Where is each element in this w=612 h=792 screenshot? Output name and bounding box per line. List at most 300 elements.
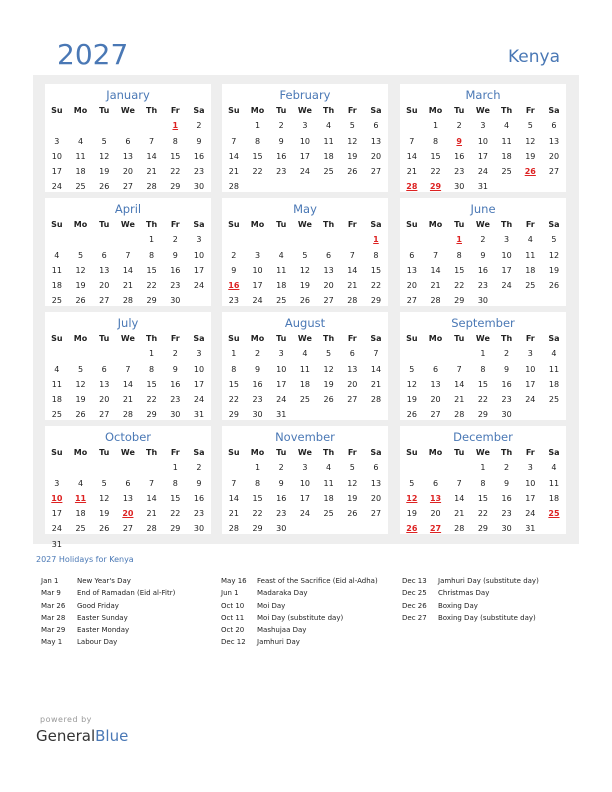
- day-cell: 14: [406, 151, 417, 161]
- day-cell: 21: [347, 281, 358, 291]
- weekday-label: Mo: [250, 106, 265, 115]
- holiday-day: 29: [429, 182, 442, 192]
- holiday-day: 16: [228, 281, 240, 291]
- day-cell: 17: [525, 493, 536, 503]
- day-cell: 16: [193, 151, 205, 161]
- weekday-label: Su: [51, 220, 63, 229]
- day-cell: 12: [299, 265, 310, 275]
- day-cell: 1: [231, 349, 237, 359]
- weekday-header: [222, 445, 388, 460]
- day-cell: 21: [146, 167, 157, 177]
- weekday-label: Th: [323, 106, 335, 115]
- empty-cell: [92, 346, 116, 361]
- month-january: [45, 84, 211, 192]
- day-cell: 18: [548, 379, 560, 389]
- month-name: December: [453, 430, 513, 444]
- day-cell: 13: [99, 379, 110, 389]
- month-december: [400, 426, 566, 534]
- day-cell: 9: [196, 136, 202, 146]
- empty-cell: [116, 346, 140, 361]
- day-cell: 19: [347, 493, 358, 503]
- day-cell: 5: [326, 349, 332, 359]
- weekday-label: Mo: [73, 106, 88, 115]
- empty-cell: [69, 118, 93, 133]
- empty-cell: [317, 232, 341, 247]
- day-cell: 20: [99, 395, 110, 405]
- day-cell: 21: [370, 379, 382, 389]
- day-cell: 24: [501, 281, 512, 291]
- day-cell: 23: [252, 395, 263, 405]
- holiday-name: Jamhuri Day (substitute day): [438, 577, 539, 585]
- holiday-date: Oct 20: [221, 626, 245, 635]
- day-cell: 3: [278, 349, 284, 359]
- week-row: [222, 118, 388, 133]
- day-cell: 28: [430, 296, 441, 306]
- holiday-date: Jun 1: [221, 589, 239, 598]
- day-cell: 17: [276, 379, 287, 389]
- weekday-label: Th: [501, 220, 513, 229]
- day-cell: 22: [252, 167, 263, 177]
- weekday-label: Su: [406, 106, 418, 115]
- day-cell: 19: [99, 509, 110, 519]
- day-cell: 18: [323, 151, 334, 161]
- day-cell: 3: [480, 121, 486, 131]
- day-cell: 11: [323, 478, 334, 488]
- week-row: [400, 164, 566, 179]
- month-march: [400, 84, 566, 192]
- holidays-title: 2027 Holidays for Kenya: [36, 555, 134, 564]
- weekday-label: Th: [146, 334, 158, 343]
- holiday-item: [41, 636, 175, 648]
- day-cell: 23: [501, 395, 512, 405]
- holiday-day: 27: [429, 524, 442, 534]
- day-cell: 21: [454, 509, 465, 519]
- holiday-name: Feast of the Sacrifice (Eid al-Adha): [257, 577, 378, 585]
- day-cell: 19: [75, 281, 86, 291]
- empty-cell: [92, 232, 116, 247]
- day-cell: 11: [525, 250, 536, 260]
- day-cell: 2: [504, 349, 510, 359]
- day-cell: 17: [193, 379, 205, 389]
- empty-cell: [222, 232, 246, 247]
- month-september: [400, 312, 566, 420]
- day-cell: 8: [149, 250, 155, 260]
- day-cell: 26: [299, 296, 310, 306]
- day-cell: 30: [276, 524, 287, 534]
- weekday-label: Tu: [276, 334, 287, 343]
- weekday-label: Su: [228, 106, 240, 115]
- day-cell: 15: [146, 265, 157, 275]
- day-cell: 30: [170, 296, 181, 306]
- weekday-header: [45, 445, 211, 460]
- week-row: [222, 491, 388, 506]
- day-cell: 8: [456, 250, 462, 260]
- holiday-date: Dec 12: [221, 638, 246, 647]
- empty-cell: [400, 346, 424, 361]
- weekday-header: [222, 331, 388, 346]
- day-cell: 8: [373, 250, 379, 260]
- weekday-label: Mo: [428, 448, 443, 457]
- day-cell: 15: [170, 151, 181, 161]
- week-row: [45, 263, 211, 278]
- day-cell: 8: [254, 478, 261, 488]
- day-cell: 6: [551, 121, 557, 131]
- day-cell: 5: [77, 250, 84, 260]
- day-cell: 29: [477, 410, 488, 420]
- day-cell: 2: [172, 349, 178, 359]
- day-cell: 10: [525, 364, 536, 374]
- day-cell: 4: [551, 463, 557, 473]
- day-cell: 8: [231, 364, 237, 374]
- weekday-label: Su: [406, 448, 418, 457]
- weekday-label: Fr: [525, 220, 535, 229]
- weekday-label: Su: [51, 334, 63, 343]
- empty-cell: [92, 118, 116, 133]
- day-cell: 24: [276, 395, 287, 405]
- day-cell: 19: [347, 151, 358, 161]
- holiday-date: Dec 13: [402, 577, 427, 585]
- weekday-label: Sa: [193, 106, 205, 115]
- week-row: [400, 118, 566, 133]
- day-cell: 5: [527, 121, 533, 131]
- day-cell: 10: [299, 136, 310, 146]
- day-cell: 27: [406, 296, 417, 306]
- day-cell: 7: [231, 478, 237, 488]
- day-cell: 3: [302, 121, 308, 131]
- day-cell: 3: [54, 478, 60, 488]
- weekday-label: We: [475, 220, 490, 229]
- day-cell: 5: [77, 364, 84, 374]
- week-row: [400, 134, 566, 149]
- month-february: [222, 84, 388, 192]
- day-cell: 25: [51, 296, 62, 306]
- day-cell: 15: [430, 151, 441, 161]
- week-row: [400, 506, 566, 521]
- day-cell: 25: [323, 167, 334, 177]
- day-cell: 24: [525, 509, 536, 519]
- weekday-label: Mo: [250, 220, 265, 229]
- week-row: [222, 293, 388, 308]
- day-cell: 16: [170, 379, 181, 389]
- week-row: [45, 278, 211, 293]
- weekday-label: Th: [501, 106, 513, 115]
- weekday-label: We: [475, 334, 490, 343]
- day-cell: 28: [454, 410, 465, 420]
- day-cell: 22: [228, 395, 239, 405]
- month-name: June: [470, 202, 496, 216]
- holiday-item: [402, 600, 539, 612]
- day-cell: 28: [146, 182, 157, 192]
- day-cell: 9: [278, 136, 284, 146]
- day-cell: 23: [170, 395, 181, 405]
- day-cell: 8: [254, 136, 261, 146]
- day-cell: 23: [276, 167, 287, 177]
- day-cell: 17: [51, 167, 62, 177]
- month-name: May: [293, 202, 317, 216]
- week-row: [222, 232, 388, 247]
- holiday-day: 25: [548, 509, 560, 519]
- day-cell: 4: [77, 478, 84, 488]
- month-april: [45, 198, 211, 306]
- week-row: [222, 134, 388, 149]
- day-cell: 4: [551, 349, 557, 359]
- day-cell: 26: [75, 296, 86, 306]
- empty-cell: [400, 232, 424, 247]
- weekday-label: Fr: [170, 106, 180, 115]
- day-cell: 20: [323, 281, 334, 291]
- day-cell: 7: [149, 136, 155, 146]
- day-cell: 27: [323, 296, 334, 306]
- day-cell: 18: [323, 493, 334, 503]
- week-row: [45, 537, 211, 552]
- day-cell: 22: [430, 167, 441, 177]
- week-row: [400, 362, 566, 377]
- day-cell: 5: [349, 463, 355, 473]
- day-cell: 10: [477, 136, 488, 146]
- empty-cell: [269, 232, 293, 247]
- day-cell: 26: [323, 395, 334, 405]
- weekday-label: We: [475, 448, 490, 457]
- day-cell: 6: [125, 478, 131, 488]
- day-cell: 29: [370, 296, 382, 306]
- weekday-label: Tu: [454, 334, 465, 343]
- holiday-name: New Year's Day: [77, 577, 131, 585]
- day-cell: 8: [480, 364, 486, 374]
- week-row: [222, 248, 388, 263]
- day-cell: 25: [75, 182, 86, 192]
- weekday-header: [400, 445, 566, 460]
- day-cell: 17: [193, 265, 205, 275]
- empty-cell: [340, 232, 364, 247]
- month-name: September: [451, 316, 515, 330]
- empty-cell: [116, 118, 140, 133]
- day-cell: 21: [228, 167, 239, 177]
- day-cell: 14: [228, 151, 239, 161]
- holiday-day: 12: [406, 493, 418, 503]
- day-cell: 5: [551, 235, 557, 245]
- week-row: [45, 506, 211, 521]
- day-cell: 4: [326, 463, 332, 473]
- day-cell: 20: [99, 281, 110, 291]
- brand-logo: [36, 727, 128, 745]
- week-row: [45, 377, 211, 392]
- weekday-label: Fr: [347, 106, 357, 115]
- day-cell: 11: [548, 478, 560, 488]
- month-name: March: [465, 88, 501, 102]
- day-cell: 12: [99, 493, 110, 503]
- brand-general: General: [36, 727, 96, 745]
- day-cell: 27: [347, 395, 358, 405]
- holiday-column: [402, 575, 539, 624]
- day-cell: 6: [326, 250, 332, 260]
- day-cell: 27: [122, 182, 133, 192]
- week-row: [222, 362, 388, 377]
- day-cell: 28: [122, 410, 133, 420]
- day-cell: 1: [254, 463, 261, 473]
- day-cell: 16: [501, 379, 512, 389]
- holiday-day: 20: [122, 509, 134, 519]
- holiday-column: [41, 575, 175, 649]
- day-cell: 11: [51, 265, 62, 275]
- day-cell: 23: [193, 509, 205, 519]
- day-cell: 15: [146, 379, 157, 389]
- day-cell: 7: [349, 250, 355, 260]
- weekday-label: Mo: [428, 106, 443, 115]
- day-cell: 4: [504, 121, 510, 131]
- week-row: [222, 149, 388, 164]
- month-name: November: [275, 430, 335, 444]
- day-cell: 22: [146, 395, 157, 405]
- day-cell: 13: [323, 265, 334, 275]
- brand-blue: Blue: [95, 727, 129, 745]
- day-cell: 28: [370, 395, 382, 405]
- day-cell: 6: [409, 250, 415, 260]
- day-cell: 3: [54, 136, 60, 146]
- day-cell: 23: [170, 281, 181, 291]
- weekday-header: [400, 331, 566, 346]
- day-cell: 2: [254, 349, 261, 359]
- day-cell: 5: [101, 478, 107, 488]
- week-row: [45, 164, 211, 179]
- year-title: 2027: [57, 38, 129, 71]
- weekday-label: Tu: [276, 220, 287, 229]
- month-name: August: [284, 316, 326, 330]
- month-june: [400, 198, 566, 306]
- day-cell: 16: [276, 151, 287, 161]
- weekday-label: Fr: [347, 448, 357, 457]
- holiday-date: May 16: [221, 577, 247, 585]
- holiday-name: Jamhuri Day: [257, 638, 300, 647]
- holiday-date: Oct 10: [221, 601, 245, 610]
- weekday-label: We: [297, 334, 312, 343]
- weekday-label: Fr: [525, 106, 535, 115]
- week-row: [400, 293, 566, 308]
- day-cell: 5: [302, 250, 308, 260]
- day-cell: 9: [254, 364, 261, 374]
- day-cell: 4: [527, 235, 533, 245]
- day-cell: 23: [477, 281, 488, 291]
- day-cell: 2: [196, 463, 202, 473]
- weekday-header: [400, 217, 566, 232]
- week-row: [45, 118, 211, 133]
- holiday-day: 9: [456, 136, 462, 146]
- day-cell: 3: [196, 349, 202, 359]
- week-row: [222, 506, 388, 521]
- holiday-name: Boxing Day (substitute day): [438, 613, 536, 622]
- day-cell: 11: [276, 265, 287, 275]
- day-cell: 23: [228, 296, 239, 306]
- empty-cell: [293, 232, 317, 247]
- week-row: [45, 134, 211, 149]
- weekday-header: [45, 103, 211, 118]
- day-cell: 24: [525, 395, 536, 405]
- day-cell: 7: [125, 250, 131, 260]
- weekday-label: Th: [501, 334, 513, 343]
- weekday-label: Tu: [454, 220, 465, 229]
- weekday-label: Fr: [525, 448, 535, 457]
- day-cell: 22: [477, 395, 488, 405]
- day-cell: 17: [51, 509, 62, 519]
- weekday-header: [222, 103, 388, 118]
- day-cell: 16: [276, 493, 287, 503]
- day-cell: 17: [252, 281, 263, 291]
- day-cell: 27: [122, 524, 133, 534]
- day-cell: 17: [477, 151, 488, 161]
- holiday-item: [221, 587, 378, 599]
- day-cell: 20: [406, 281, 417, 291]
- weekday-label: We: [120, 106, 135, 115]
- holiday-name: Christmas Day: [438, 589, 490, 598]
- holiday-item: [221, 636, 378, 648]
- day-cell: 25: [75, 524, 86, 534]
- day-cell: 27: [99, 296, 110, 306]
- week-row: [400, 248, 566, 263]
- holiday-date: Dec 27: [402, 613, 427, 622]
- day-cell: 27: [548, 167, 560, 177]
- day-cell: 21: [430, 281, 441, 291]
- weekday-label: Mo: [428, 334, 443, 343]
- day-cell: 4: [302, 349, 308, 359]
- day-cell: 29: [170, 182, 181, 192]
- day-cell: 10: [276, 364, 287, 374]
- day-cell: 3: [196, 235, 202, 245]
- day-cell: 17: [299, 493, 310, 503]
- day-cell: 7: [149, 478, 155, 488]
- day-cell: 9: [504, 364, 510, 374]
- week-row: [45, 293, 211, 308]
- day-cell: 15: [477, 379, 488, 389]
- day-cell: 16: [170, 265, 181, 275]
- day-cell: 18: [51, 281, 62, 291]
- week-row: [400, 392, 566, 407]
- weekday-label: Su: [228, 220, 240, 229]
- day-cell: 25: [525, 281, 536, 291]
- weekday-label: Su: [51, 106, 63, 115]
- holiday-date: Dec 26: [402, 601, 427, 610]
- day-cell: 24: [51, 182, 62, 192]
- day-cell: 6: [432, 364, 439, 374]
- day-cell: 28: [122, 296, 133, 306]
- weekday-label: Th: [323, 334, 335, 343]
- day-cell: 30: [501, 410, 512, 420]
- day-cell: 10: [525, 478, 536, 488]
- day-cell: 14: [370, 364, 382, 374]
- holiday-item: [41, 587, 175, 599]
- day-cell: 30: [477, 296, 488, 306]
- day-cell: 11: [501, 136, 512, 146]
- day-cell: 10: [193, 250, 205, 260]
- week-row: [45, 362, 211, 377]
- holiday-name: Easter Monday: [77, 626, 130, 635]
- day-cell: 22: [146, 281, 157, 291]
- week-row: [45, 149, 211, 164]
- day-cell: 23: [454, 167, 465, 177]
- day-cell: 6: [101, 250, 107, 260]
- weekday-label: Tu: [454, 106, 465, 115]
- day-cell: 18: [501, 151, 512, 161]
- empty-cell: [116, 232, 140, 247]
- day-cell: 14: [430, 265, 441, 275]
- day-cell: 15: [252, 151, 263, 161]
- day-cell: 6: [125, 136, 131, 146]
- weekday-label: Fr: [170, 448, 180, 457]
- day-cell: 27: [430, 410, 441, 420]
- day-cell: 29: [170, 524, 181, 534]
- day-cell: 14: [122, 379, 133, 389]
- day-cell: 11: [323, 136, 334, 146]
- week-row: [400, 232, 566, 247]
- day-cell: 9: [231, 265, 237, 275]
